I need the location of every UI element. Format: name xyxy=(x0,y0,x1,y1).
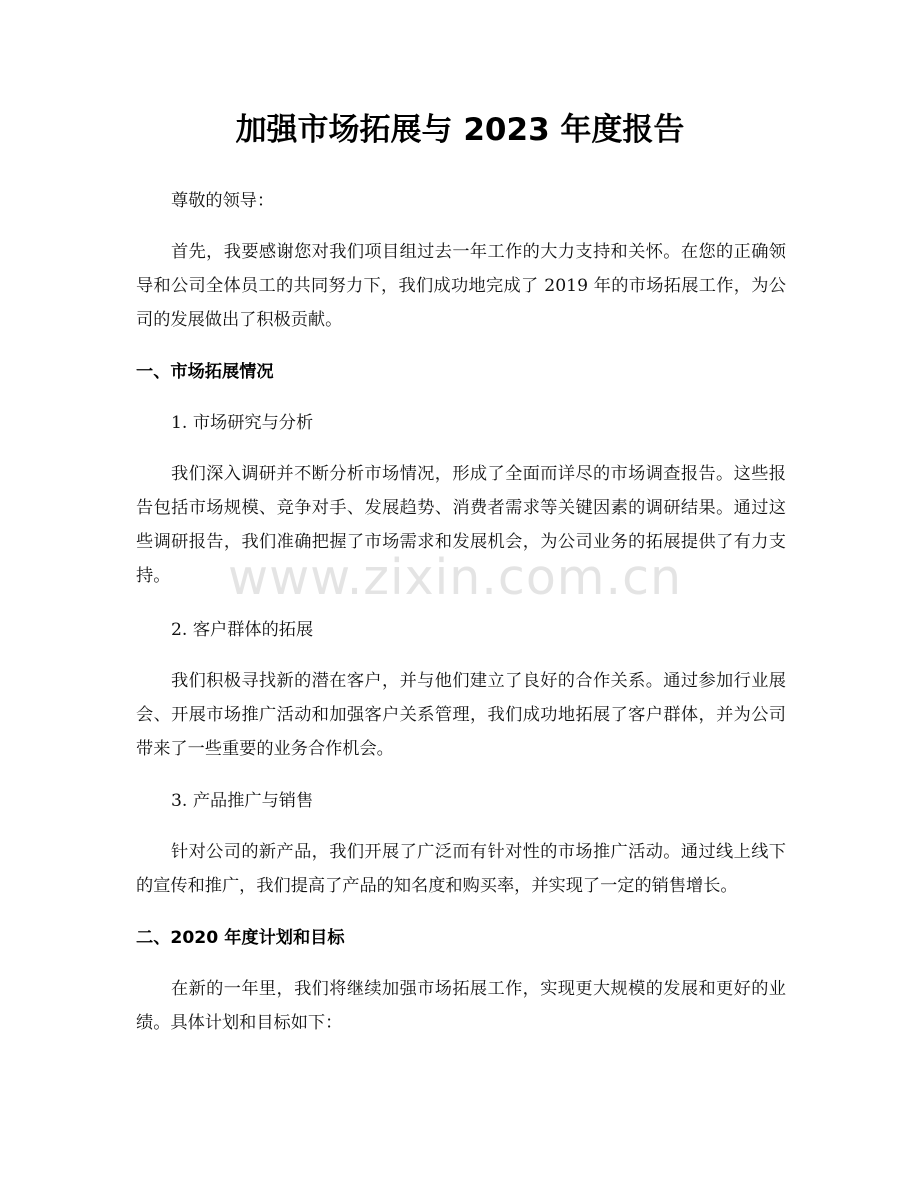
section-2-heading: 二、2020 年度计划和目标 xyxy=(136,928,345,948)
item-2-title: 2. 客户群体的拓展 xyxy=(171,620,314,640)
watermark-text: www.zixin.com.cn xyxy=(228,549,683,606)
section-2-paragraph: 在新的一年里，我们将继续加强市场拓展工作，实现更大规模的发展和更好的业绩。具体计划和目标如下： xyxy=(136,979,786,1033)
document-title: 加强市场拓展与 2023 年度报告 xyxy=(235,112,685,148)
item-1-title: 1. 市场研究与分析 xyxy=(171,413,314,433)
section-1-heading: 一、市场拓展情况 xyxy=(136,362,274,382)
intro-paragraph: 首先，我要感谢您对我们项目组过去一年工作的大力支持和关怀。在您的正确领导和公司全体员工的共同努力下，我们成功地完成了 2019 年的市场拓展工作，为公司的发展做出了积极贡献。 xyxy=(136,242,786,330)
item-3-paragraph: 针对公司的新产品，我们开展了广泛而有针对性的市场推广活动。通过线上线下的宣传和推广，我们提高了产品的知名度和购买率，并实现了一定的销售增长。 xyxy=(136,842,786,896)
item-3-title: 3. 产品推广与销售 xyxy=(171,791,314,811)
item-2-paragraph: 我们积极寻找新的潜在客户，并与他们建立了良好的合作关系。通过参加行业展会、开展市场推广活动和加强客户关系管理，我们成功地拓展了客户群体，并为公司带来了一些重要的业务合作机会。 xyxy=(136,671,786,759)
item-1-paragraph: 我们深入调研并不断分析市场情况，形成了全面而详尽的市场调查报告。这些报告包括市场规模、竞争对手、发展趋势、消费者需求等关键因素的调研结果。通过这些调研报告，我们准确把握了市场需求和发展机会，为公司业务的拓展提供了有力支持。 xyxy=(136,464,786,586)
salutation: 尊敬的领导： xyxy=(171,191,275,211)
